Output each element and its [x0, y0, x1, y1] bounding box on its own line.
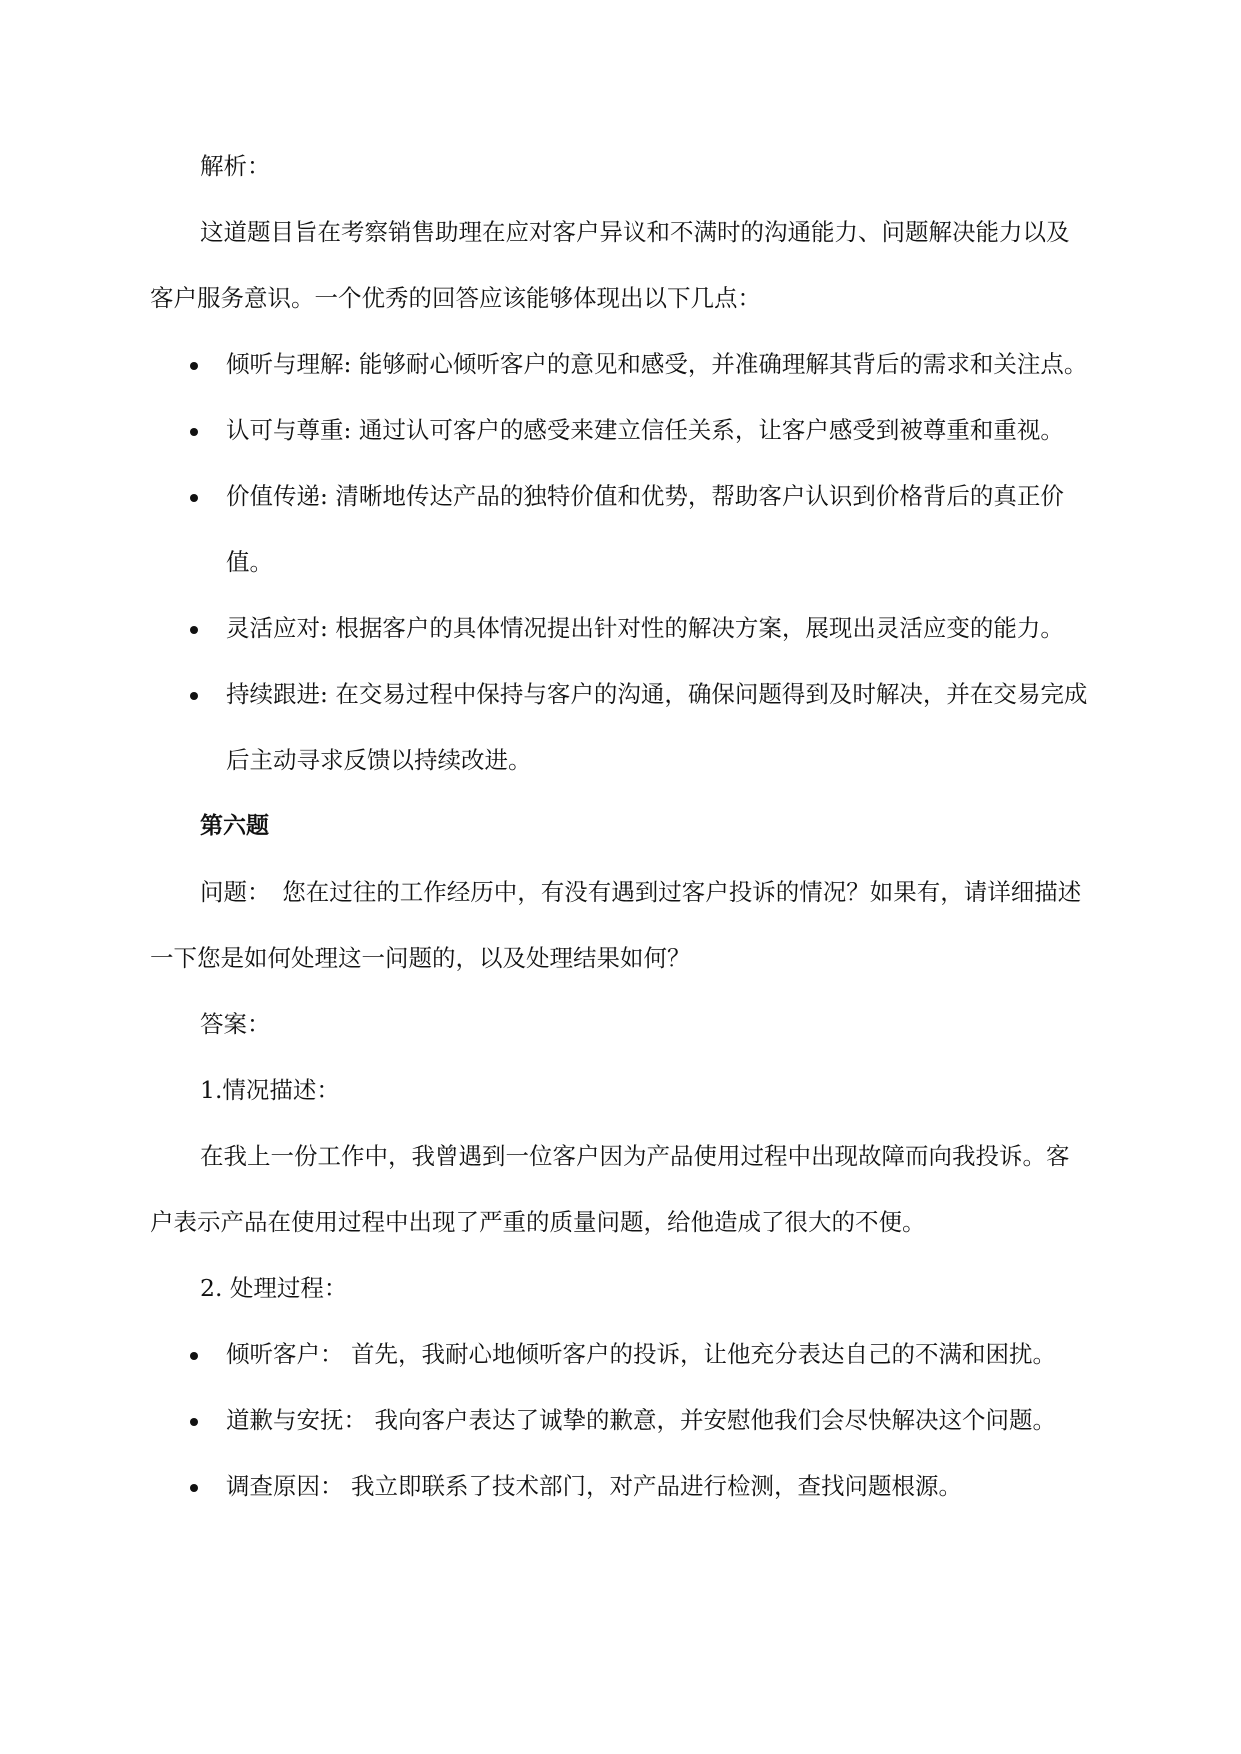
question-text: 问题： 您在过往的工作经历中，有没有遇到过客户投诉的情况？如果有，请详细描述一下您是如何处理这一问题的，以及处理结果如何？ — [150, 878, 1082, 972]
step-text: 首先，我耐心地倾听客户的投诉，让他充分表达自己的不满和困扰。 — [350, 1340, 1056, 1368]
point-text: 通过认可客户的感受来建立信任关系，让客户感受到被尊重和重视。 — [358, 416, 1064, 444]
point-term: 灵活应对: — [226, 614, 328, 642]
step-text: 我立即联系了技术部门，对产品进行检测，查找问题根源。 — [350, 1472, 962, 1500]
bullet-icon — [187, 463, 201, 529]
analysis-label: 解析： — [200, 152, 271, 180]
list-item — [150, 595, 1090, 661]
section-title-situation: 1.情况描述： — [200, 1076, 340, 1104]
bullet-icon — [187, 661, 201, 727]
step-term: 倾听客户： — [226, 1340, 344, 1368]
point-text: 在交易过程中保持与客户的沟通，确保问题得到及时解决，并在交易完成后主动寻求反馈以持续改进。 — [226, 680, 1088, 774]
list-item — [150, 661, 1090, 793]
point-term: 认可与尊重: — [226, 416, 352, 444]
point-text: 清晰地传达产品的独特价值和优势，帮助客户认识到价格背后的真正价值。 — [226, 482, 1064, 576]
bullet-icon — [187, 1387, 201, 1453]
point-term: 持续跟进: — [226, 680, 328, 708]
list-item — [150, 397, 1090, 463]
step-term: 调查原因： — [226, 1472, 344, 1500]
document-content — [150, 133, 1090, 1519]
list-item — [150, 463, 1090, 595]
analysis-intro: 这道题目旨在考察销售助理在应对客户异议和不满时的沟通能力、问题解决能力以及客户服务意识。一个优秀的回答应该能够体现出以下几点： — [150, 218, 1070, 312]
list-item — [150, 1387, 1090, 1453]
bullet-icon — [187, 331, 201, 397]
analysis-points-list — [150, 331, 1090, 793]
bullet-icon — [187, 1453, 201, 1519]
bullet-icon — [187, 595, 201, 661]
question-heading: 第六题 — [200, 812, 269, 839]
step-text: 我向客户表达了诚挚的歉意，并安慰他我们会尽快解决这个问题。 — [374, 1406, 1056, 1434]
process-steps-list — [150, 1321, 1090, 1519]
point-text: 能够耐心倾听客户的意见和感受，并准确理解其背后的需求和关注点。 — [358, 350, 1088, 378]
answer-label: 答案： — [200, 1010, 271, 1038]
list-item — [150, 1453, 1090, 1519]
bullet-icon — [187, 1321, 201, 1387]
section-text-situation: 在我上一份工作中，我曾遇到一位客户因为产品使用过程中出现故障而向我投诉。客户表示产品在使用过程中出现了严重的质量问题，给他造成了很大的不便。 — [150, 1142, 1070, 1236]
point-term: 倾听与理解: — [226, 350, 352, 378]
point-text: 根据客户的具体情况提出针对性的解决方案，展现出灵活应变的能力。 — [335, 614, 1064, 642]
bullet-icon — [187, 397, 201, 463]
step-term: 道歉与安抚： — [226, 1406, 367, 1434]
list-item — [150, 1321, 1090, 1387]
list-item — [150, 331, 1090, 397]
section-title-process: 2. 处理过程： — [200, 1274, 348, 1302]
point-term: 价值传递: — [226, 482, 328, 510]
